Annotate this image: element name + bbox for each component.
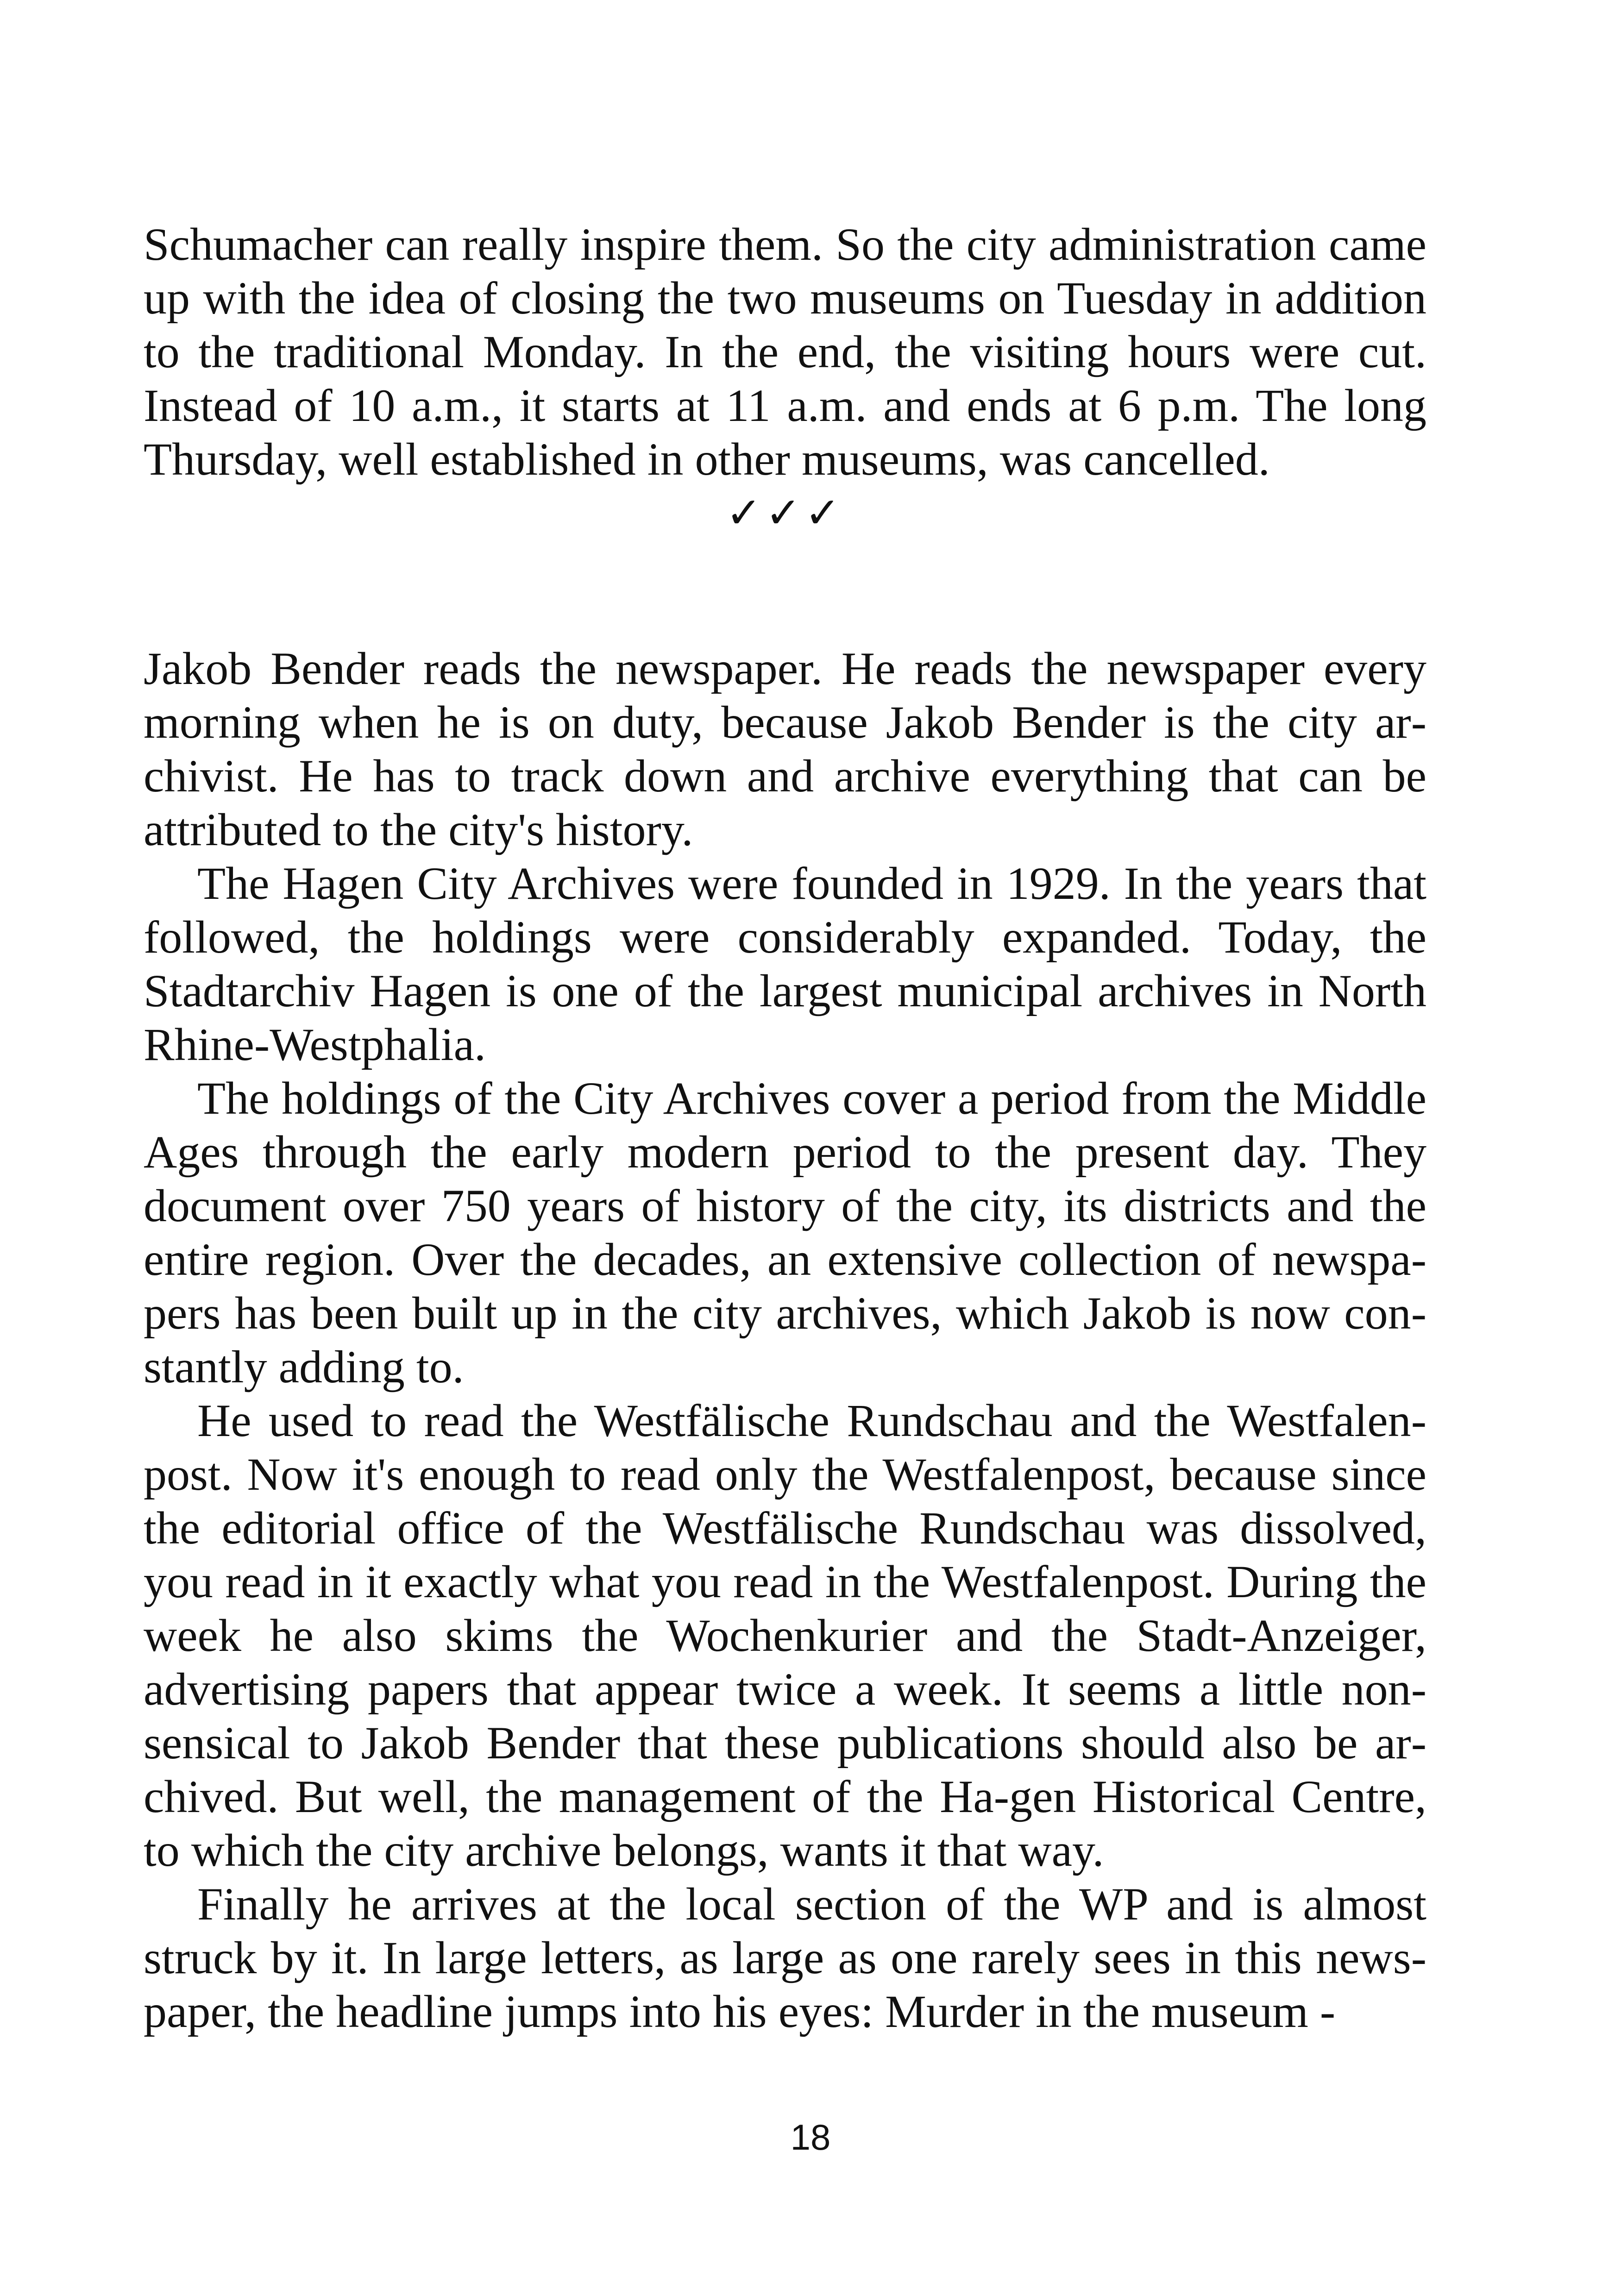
paragraph-continuation: Schumacher can really inspire them. So the city administration came up with the idea of closing the two museums on Tuesday in addition to the traditional Monday. In the end, the visiting hours were cut. Instead of 10 a.m., it starts at 11 a.m. and ends at 6 p.m. The long Thursday, well established in other museums, was cancelled. xyxy=(144,219,1426,485)
paragraph-holdings: The holdings of the City Archives cover a period from the Middle Ages through the early modern period to the present day. They document over 750 years of history of the city, its districts and the entire region. Over the decades, an extensive collection of newspapers has been built up in the city archives, which Jakob is now constantly adding to. xyxy=(144,1073,1426,1393)
section-break-checkmarks: ✓✓✓ xyxy=(726,488,844,538)
paragraph-jakob-reads: Jakob Bender reads the newspaper. He reads the newspaper every morning when he is on duty, because Jakob Bender is the city archivist. He has to track down and archive everything that can be attributed to the city's history. xyxy=(144,643,1426,855)
paragraph-archives-founded: The Hagen City Archives were founded in 1929. In the years that followed, the holdings were considerably expanded. Today, the Stadtarchiv Hagen is one of the largest municipal archives in North Rhine-Westphalia. xyxy=(144,858,1426,1070)
paragraph-newspapers: He used to read the Westfälische Rundschau and the Westfalenpost. Now it's enough to read only the Westfalenpost, because since the editorial office of the Westfälische Rundschau was dissolved, you read in it exactly what you read in the Westfalenpost. During the week he also skims the Wochenkurier and the Stadt-Anzeiger, advertising papers that appear twice a week. It seems a little nonsensical to Jakob Bender that these publications should also be archived. But well, the management of the Ha-gen Historical Centre, to which the city archive belongs, wants it that way. xyxy=(144,1395,1426,1876)
page-body xyxy=(144,218,1426,2039)
paragraph-local-section: Finally he arrives at the local section of the WP and is almost struck by it. In large letters, as large as one rarely sees in this newspaper, the headline jumps into his eyes: Murder in the museum - xyxy=(144,1878,1426,2037)
page-number: 18 xyxy=(790,2117,831,2158)
